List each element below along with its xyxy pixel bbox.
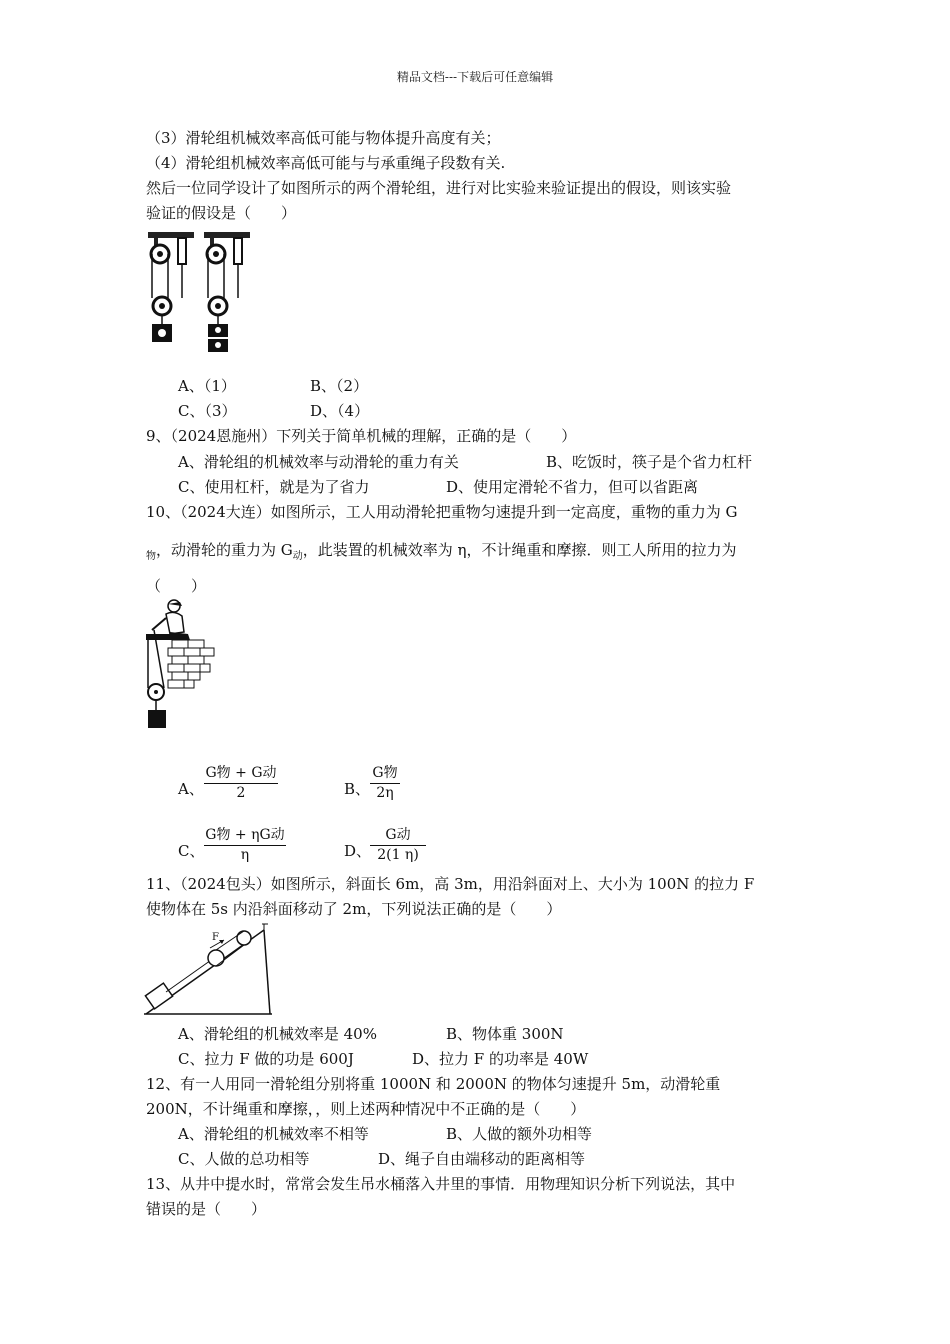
q10-g-subscript-object: 物 <box>146 551 156 562</box>
q9-option-b[interactable]: B、吃饭时，筷子是个省力杠杆 <box>546 453 753 471</box>
q10-worker-pulley-figure <box>144 596 226 732</box>
q10-stem-text-b: ，此装置的机械效率为 η，不计绳重和摩擦．则工人所用的拉力为 <box>302 541 737 559</box>
q8-pulley-figure <box>146 228 256 360</box>
q9-stem: 9、（2024恩施州）下列关于简单机械的理解，正确的是（ ） <box>146 427 577 445</box>
q10-option-c-label[interactable]: C、 <box>178 842 205 860</box>
fraction-bar <box>370 783 400 784</box>
q10-option-a-label[interactable]: A、 <box>178 780 204 798</box>
q8-option-a[interactable]: A、（1） <box>178 377 236 395</box>
q11-option-d[interactable]: D、拉力 F 的功率是 40W <box>412 1050 589 1068</box>
q10-stem-text-a: ，动滑轮的重力为 G <box>156 541 293 559</box>
q9-option-a[interactable]: A、滑轮组的机械效率与动滑轮的重力有关 <box>178 453 459 471</box>
fraction-bar <box>204 783 278 784</box>
q8-option-c[interactable]: C、（3） <box>178 402 237 420</box>
q10-option-d-fraction[interactable] <box>370 824 426 863</box>
q10-g-subscript-pulley: 动 <box>292 551 303 562</box>
q10-option-b-numerator: G物 <box>372 765 398 781</box>
q13-stem-line-2: 错误的是（ ） <box>146 1200 267 1218</box>
fraction-bar <box>204 845 286 846</box>
q8-stem-line-2: 验证的假设是（ ） <box>146 204 297 222</box>
q10-option-a-numerator: G物 + G动 <box>205 765 277 781</box>
q11-figure-force-label: F <box>212 932 219 943</box>
q8-stem-line-1: 然后一位同学设计了如图所示的两个滑轮组，进行对比实验来验证提出的假设，则该实验 <box>146 179 732 197</box>
q10-option-d-denominator: 2(1 η) <box>377 847 419 863</box>
q12-option-c[interactable]: C、人做的总功相等 <box>178 1150 310 1168</box>
q11-option-a[interactable]: A、滑轮组的机械效率是 40% <box>178 1025 377 1043</box>
q12-stem-line-1: 12、有一人用同一滑轮组分别将重 1000N 和 2000N 的物体匀速提升 5m，动滑轮重 <box>146 1075 721 1093</box>
q13-stem-line-1: 13、从井中提水时，常常会发生吊水桶落入井里的事情．用物理知识分析下列说法，其中 <box>146 1175 736 1193</box>
q11-option-c[interactable]: C、拉力 F 做的功是 600J <box>178 1050 354 1068</box>
q11-stem-line-1: 11、（2024包头）如图所示，斜面长 6m，高 3m，用沿斜面对上、大小为 100N 的拉力 F <box>146 875 755 893</box>
q10-option-c-numerator: G物 + ηG动 <box>205 827 285 843</box>
q11-option-b[interactable]: B、物体重 300N <box>446 1025 564 1043</box>
q10-stem-line-3: （ ） <box>146 577 207 595</box>
q8-option-b[interactable]: B、（2） <box>310 377 369 395</box>
q11-incline-figure <box>144 920 274 1016</box>
q10-option-c-fraction[interactable] <box>204 824 286 863</box>
q10-option-a-fraction[interactable] <box>204 762 278 801</box>
q12-option-d[interactable]: D、绳子自由端移动的距离相等 <box>378 1150 586 1168</box>
fraction-bar <box>370 845 426 846</box>
q10-stem-line-1: 10、（2024大连）如图所示，工人用动滑轮把重物匀速提升到一定高度，重物的重力为 G <box>146 503 738 521</box>
q10-option-c-denominator: η <box>240 847 250 863</box>
page-header: 精品文档---下载后可任意编辑 <box>396 70 554 84</box>
q10-option-d-label[interactable]: D、 <box>344 842 372 860</box>
q9-option-d[interactable]: D、使用定滑轮不省力，但可以省距离 <box>446 478 699 496</box>
q8-option-d[interactable]: D、（4） <box>310 402 370 420</box>
q10-option-b-fraction[interactable] <box>370 762 400 801</box>
q10-option-b-denominator: 2η <box>376 785 394 801</box>
q12-option-b[interactable]: B、人做的额外功相等 <box>446 1125 593 1143</box>
q10-option-b-label[interactable]: B、 <box>344 780 371 798</box>
q10-stem-line-2 <box>146 540 737 563</box>
q8-hypothesis-3: （3）滑轮组机械效率高低可能与物体提升高度有关； <box>146 129 501 147</box>
q8-hypothesis-4: （4）滑轮组机械效率高低可能与与承重绳子段数有关. <box>146 154 506 172</box>
q9-option-c[interactable]: C、使用杠杆，就是为了省力 <box>178 478 370 496</box>
q10-option-d-numerator: G动 <box>385 827 411 843</box>
q11-stem-line-2: 使物体在 5s 内沿斜面移动了 2m，下列说法正确的是（ ） <box>146 900 562 918</box>
q10-option-a-denominator: 2 <box>236 785 246 801</box>
q12-stem-line-2: 200N，不计绳重和摩擦，，则上述两种情况中不正确的是（ ） <box>146 1100 586 1118</box>
q12-option-a[interactable]: A、滑轮组的机械效率不相等 <box>178 1125 369 1143</box>
